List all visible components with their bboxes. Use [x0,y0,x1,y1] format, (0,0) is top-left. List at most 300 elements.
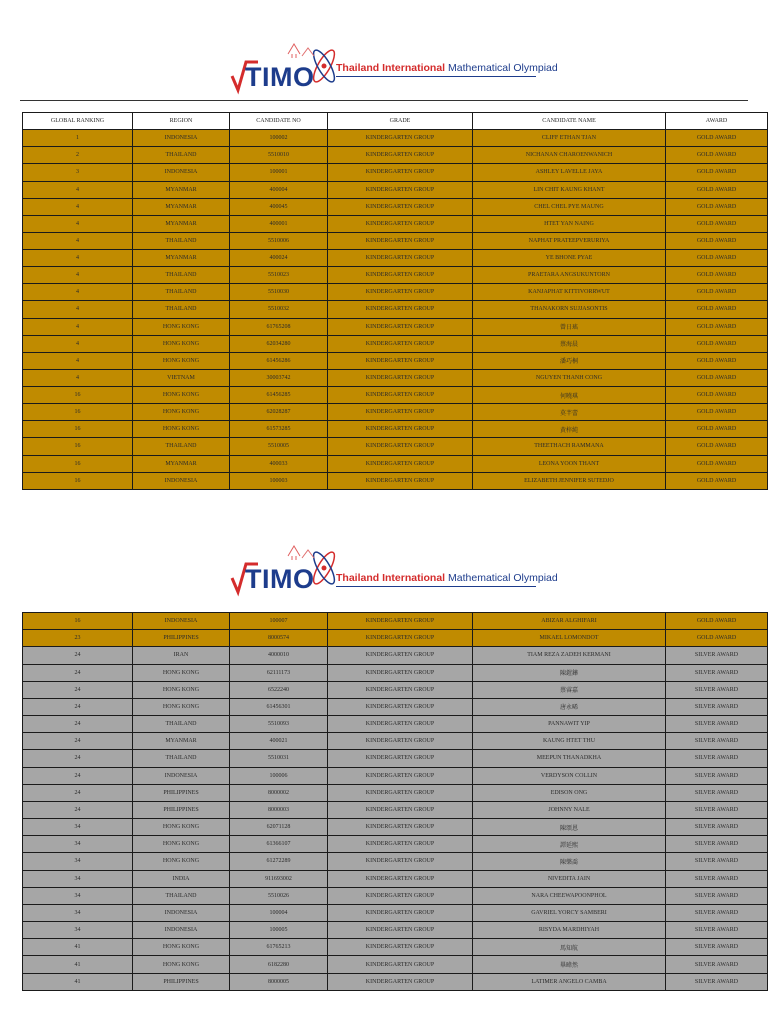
candidate-no-cell: 400021 [230,733,328,750]
table-row [23,698,768,715]
rank-cell: 34 [23,819,133,836]
candidate-no-cell: 6182280 [230,956,328,973]
award-cell: GOLD AWARD [666,198,768,215]
region-cell: INDONESIA [133,472,230,489]
table-row [23,181,768,198]
region-cell: HONG KONG [133,939,230,956]
award-cell: GOLD AWARD [666,438,768,455]
candidate-name-cell: LIN CHIT KAUNG KHANT [473,181,666,198]
table-row [23,973,768,990]
candidate-no-cell: 100005 [230,922,328,939]
rank-cell: 16 [23,387,133,404]
award-cell: GOLD AWARD [666,404,768,421]
candidate-name-cell: THANAKORN SUJJASONTIS [473,301,666,318]
table-row [23,164,768,181]
candidate-no-cell: 62071128 [230,819,328,836]
region-cell: PHILIPPINES [133,630,230,647]
table-row [23,472,768,489]
region-cell: HONG KONG [133,681,230,698]
grade-cell: KINDERGARTEN GROUP [328,664,473,681]
tagline-red: Thailand International [336,62,446,74]
grade-cell: KINDERGARTEN GROUP [328,801,473,818]
rank-cell: 16 [23,472,133,489]
table-row [23,455,768,472]
rank-cell: 24 [23,733,133,750]
candidate-name-cell: 陳樂喬 [473,853,666,870]
candidate-name-cell: NARA CHEEWAPOONPHOL [473,887,666,904]
rank-cell: 16 [23,404,133,421]
award-cell: SILVER AWARD [666,939,768,956]
region-cell: HONG KONG [133,698,230,715]
candidate-no-cell: 100003 [230,472,328,489]
region-cell: HONG KONG [133,421,230,438]
rank-cell: 34 [23,922,133,939]
award-cell: SILVER AWARD [666,853,768,870]
candidate-no-cell: 5510010 [230,147,328,164]
table-row [23,733,768,750]
candidate-name-cell: TIAM REZA ZADEH KERMANI [473,647,666,664]
rank-cell: 4 [23,352,133,369]
candidate-no-cell: 400004 [230,181,328,198]
award-cell: SILVER AWARD [666,922,768,939]
grade-cell: KINDERGARTEN GROUP [328,352,473,369]
grade-cell: KINDERGARTEN GROUP [328,613,473,630]
candidate-name-cell: 曾日瑤 [473,318,666,335]
table-row [23,887,768,904]
award-cell: SILVER AWARD [666,784,768,801]
grade-cell: KINDERGARTEN GROUP [328,301,473,318]
rank-cell: 2 [23,147,133,164]
grade-cell: KINDERGARTEN GROUP [328,922,473,939]
header-global-ranking: GLOBAL RANKING [23,113,133,130]
region-cell: THAILAND [133,887,230,904]
table-row [23,956,768,973]
candidate-no-cell: 62034280 [230,335,328,352]
rank-cell: 16 [23,438,133,455]
table-row [23,267,768,284]
candidate-name-cell: 潘巧桐 [473,352,666,369]
logo-tagline [336,572,558,584]
grade-cell: KINDERGARTEN GROUP [328,681,473,698]
award-cell: GOLD AWARD [666,181,768,198]
candidate-no-cell: 30003742 [230,369,328,386]
candidate-no-cell: 5510023 [230,267,328,284]
grade-cell: KINDERGARTEN GROUP [328,164,473,181]
grade-cell: KINDERGARTEN GROUP [328,284,473,301]
table-row [23,801,768,818]
candidate-no-cell: 911693002 [230,870,328,887]
grade-cell: KINDERGARTEN GROUP [328,472,473,489]
award-cell: GOLD AWARD [666,387,768,404]
rank-cell: 34 [23,904,133,921]
award-cell: SILVER AWARD [666,681,768,698]
candidate-name-cell: MEEPUN THANADKHA [473,750,666,767]
region-cell: INDONESIA [133,613,230,630]
grade-cell: KINDERGARTEN GROUP [328,698,473,715]
award-cell: GOLD AWARD [666,284,768,301]
table-row [23,750,768,767]
award-cell: GOLD AWARD [666,267,768,284]
rank-cell: 16 [23,455,133,472]
table-row [23,404,768,421]
candidate-no-cell: 5510005 [230,438,328,455]
candidate-name-cell: 莫芊蕾 [473,404,666,421]
region-cell: THAILAND [133,284,230,301]
grade-cell: KINDERGARTEN GROUP [328,956,473,973]
candidate-name-cell: LATIMER ANGELO CAMBA [473,973,666,990]
table-header-row [23,113,768,130]
award-cell: SILVER AWARD [666,956,768,973]
grade-cell: KINDERGARTEN GROUP [328,181,473,198]
table-row [23,232,768,249]
grade-cell: KINDERGARTEN GROUP [328,887,473,904]
grade-cell: KINDERGARTEN GROUP [328,438,473,455]
grade-cell: KINDERGARTEN GROUP [328,130,473,147]
rank-cell: 24 [23,767,133,784]
candidate-no-cell: 5510093 [230,716,328,733]
award-cell: GOLD AWARD [666,147,768,164]
logo-tagline [336,62,558,74]
table-row [23,904,768,921]
award-cell: SILVER AWARD [666,819,768,836]
table-row [23,250,768,267]
candidate-name-cell: NIVEDITA JAIN [473,870,666,887]
grade-cell: KINDERGARTEN GROUP [328,836,473,853]
table-row [23,819,768,836]
candidate-no-cell: 61456285 [230,387,328,404]
candidate-no-cell: 400045 [230,198,328,215]
table-row [23,681,768,698]
candidate-no-cell: 5510026 [230,887,328,904]
region-cell: HONG KONG [133,664,230,681]
rank-cell: 41 [23,939,133,956]
award-cell: SILVER AWARD [666,973,768,990]
candidate-no-cell: 8000574 [230,630,328,647]
table-row [23,301,768,318]
awards-table-1 [22,112,768,490]
table-row [23,198,768,215]
grade-cell: KINDERGARTEN GROUP [328,421,473,438]
rank-cell: 4 [23,181,133,198]
tagline-blue: Mathematical Olympiad [448,62,558,74]
region-cell: HONG KONG [133,819,230,836]
header-region: REGION [133,113,230,130]
region-cell: MYANMAR [133,733,230,750]
grade-cell: KINDERGARTEN GROUP [328,267,473,284]
candidate-no-cell: 8000002 [230,784,328,801]
rank-cell: 16 [23,613,133,630]
region-cell: THAILAND [133,716,230,733]
region-cell: PHILIPPINES [133,784,230,801]
table-row [23,784,768,801]
region-cell: MYANMAR [133,181,230,198]
rank-cell: 24 [23,681,133,698]
candidate-no-cell: 62111173 [230,664,328,681]
table-row [23,870,768,887]
region-cell: INDIA [133,870,230,887]
grade-cell: KINDERGARTEN GROUP [328,870,473,887]
header-candidate-no: CANDIDATE NO [230,113,328,130]
candidate-no-cell: 5510032 [230,301,328,318]
grade-cell: KINDERGARTEN GROUP [328,973,473,990]
grade-cell: KINDERGARTEN GROUP [328,318,473,335]
candidate-name-cell: NAPHAT PRATEEPVERURIYA [473,232,666,249]
award-cell: GOLD AWARD [666,369,768,386]
candidate-no-cell: 4000010 [230,647,328,664]
candidate-name-cell: 譚延熙 [473,836,666,853]
candidate-name-cell: GAVRIEL YORCY SAMBERI [473,904,666,921]
region-cell: THAILAND [133,147,230,164]
candidate-no-cell: 61272289 [230,853,328,870]
table-row [23,853,768,870]
region-cell: HONG KONG [133,404,230,421]
region-cell: INDONESIA [133,164,230,181]
grade-cell: KINDERGARTEN GROUP [328,630,473,647]
award-cell: SILVER AWARD [666,904,768,921]
award-cell: GOLD AWARD [666,215,768,232]
award-cell: SILVER AWARD [666,664,768,681]
region-cell: INDONESIA [133,922,230,939]
candidate-name-cell: KANJAPHAT KITTIVORRWUT [473,284,666,301]
table-row [23,613,768,630]
region-cell: MYANMAR [133,198,230,215]
region-cell: THAILAND [133,438,230,455]
candidate-no-cell: 61765208 [230,318,328,335]
region-cell: HONG KONG [133,352,230,369]
award-cell: GOLD AWARD [666,232,768,249]
tagline-underline [336,586,536,587]
candidate-name-cell: JOHNNY NALE [473,801,666,818]
candidate-no-cell: 8000003 [230,801,328,818]
candidate-name-cell: 陳頌恩 [473,819,666,836]
header-grade: GRADE [328,113,473,130]
region-cell: VIETNAM [133,369,230,386]
region-cell: MYANMAR [133,215,230,232]
region-cell: THAILAND [133,301,230,318]
award-cell: GOLD AWARD [666,472,768,489]
candidate-no-cell: 400024 [230,250,328,267]
table-row [23,147,768,164]
table-row [23,836,768,853]
award-cell: GOLD AWARD [666,164,768,181]
award-cell: GOLD AWARD [666,335,768,352]
candidate-name-cell: 蔡海晨 [473,335,666,352]
candidate-name-cell: MIKAEL LOMONDOT [473,630,666,647]
region-cell: HONG KONG [133,956,230,973]
award-cell: GOLD AWARD [666,613,768,630]
award-cell: SILVER AWARD [666,870,768,887]
rank-cell: 24 [23,784,133,801]
region-cell: PHILIPPINES [133,973,230,990]
candidate-name-cell: NICHANAN CHAROENWANICH [473,147,666,164]
header-divider [20,100,748,101]
candidate-name-cell: 陳鎧鏵 [473,664,666,681]
rank-cell: 4 [23,250,133,267]
candidate-no-cell: 61573285 [230,421,328,438]
award-cell: GOLD AWARD [666,318,768,335]
candidate-name-cell: VERDYSON COLLIN [473,767,666,784]
rank-cell: 34 [23,887,133,904]
candidate-no-cell: 400033 [230,455,328,472]
candidate-no-cell: 400001 [230,215,328,232]
region-cell: HONG KONG [133,853,230,870]
rank-cell: 24 [23,647,133,664]
table-row [23,939,768,956]
candidate-name-cell: 唐永晞 [473,698,666,715]
region-cell: HONG KONG [133,836,230,853]
candidate-name-cell: LEONA YOON THANT [473,455,666,472]
candidate-no-cell: 100001 [230,164,328,181]
rank-cell: 41 [23,956,133,973]
award-cell: GOLD AWARD [666,130,768,147]
candidate-name-cell: 何曉琪 [473,387,666,404]
award-cell: GOLD AWARD [666,301,768,318]
candidate-name-cell: EDISON ONG [473,784,666,801]
rank-cell: 34 [23,870,133,887]
rank-cell: 16 [23,421,133,438]
table-row [23,716,768,733]
grade-cell: KINDERGARTEN GROUP [328,232,473,249]
candidate-no-cell: 100004 [230,904,328,921]
table-row [23,438,768,455]
table-row [23,318,768,335]
tagline-underline [336,76,536,77]
award-cell: SILVER AWARD [666,647,768,664]
tagline-blue: Mathematical Olympiad [448,572,558,584]
candidate-name-cell: 馬知航 [473,939,666,956]
grade-cell: KINDERGARTEN GROUP [328,250,473,267]
candidate-no-cell: 5510006 [230,232,328,249]
award-cell: GOLD AWARD [666,352,768,369]
rank-cell: 4 [23,267,133,284]
award-cell: SILVER AWARD [666,716,768,733]
table-row [23,647,768,664]
candidate-no-cell: 6522240 [230,681,328,698]
grade-cell: KINDERGARTEN GROUP [328,369,473,386]
rank-cell: 24 [23,716,133,733]
header-award: AWARD [666,113,768,130]
rank-cell: 23 [23,630,133,647]
grade-cell: KINDERGARTEN GROUP [328,198,473,215]
candidate-no-cell: 100002 [230,130,328,147]
candidate-no-cell: 5510030 [230,284,328,301]
region-cell: THAILAND [133,267,230,284]
rank-cell: 24 [23,750,133,767]
region-cell: MYANMAR [133,250,230,267]
timo-logo-page-2 [0,542,768,612]
candidate-name-cell: NGUYEN THANH CONG [473,369,666,386]
table-row [23,630,768,647]
candidate-no-cell: 61456301 [230,698,328,715]
candidate-no-cell: 61456286 [230,352,328,369]
rank-cell: 4 [23,301,133,318]
candidate-name-cell: HTET YAN NAING [473,215,666,232]
candidate-name-cell: CHEL CHEL PYE MAUNG [473,198,666,215]
grade-cell: KINDERGARTEN GROUP [328,853,473,870]
region-cell: PHILIPPINES [133,801,230,818]
candidate-name-cell: 畢暐然 [473,956,666,973]
award-cell: SILVER AWARD [666,750,768,767]
candidate-no-cell: 61366107 [230,836,328,853]
grade-cell: KINDERGARTEN GROUP [328,147,473,164]
grade-cell: KINDERGARTEN GROUP [328,767,473,784]
rank-cell: 4 [23,335,133,352]
award-cell: GOLD AWARD [666,250,768,267]
rank-cell: 4 [23,232,133,249]
table-row [23,767,768,784]
rank-cell: 24 [23,801,133,818]
grade-cell: KINDERGARTEN GROUP [328,716,473,733]
award-cell: GOLD AWARD [666,455,768,472]
candidate-name-cell: YE BHONE PYAE [473,250,666,267]
rank-cell: 4 [23,215,133,232]
award-cell: GOLD AWARD [666,630,768,647]
grade-cell: KINDERGARTEN GROUP [328,819,473,836]
candidate-name-cell: CLIFF ETHAN TJAN [473,130,666,147]
candidate-name-cell: RISYDA MARDHIYAH [473,922,666,939]
table-row [23,352,768,369]
candidate-no-cell: 61765213 [230,939,328,956]
award-cell: SILVER AWARD [666,733,768,750]
region-cell: THAILAND [133,750,230,767]
rank-cell: 34 [23,853,133,870]
region-cell: HONG KONG [133,318,230,335]
table-row [23,369,768,386]
candidate-no-cell: 100007 [230,613,328,630]
table-row [23,215,768,232]
region-cell: INDONESIA [133,130,230,147]
region-cell: HONG KONG [133,335,230,352]
rank-cell: 41 [23,973,133,990]
candidate-name-cell: ABIZAR ALGHIFARI [473,613,666,630]
rank-cell: 24 [23,664,133,681]
rank-cell: 1 [23,130,133,147]
grade-cell: KINDERGARTEN GROUP [328,335,473,352]
award-cell: SILVER AWARD [666,801,768,818]
rank-cell: 4 [23,198,133,215]
table-row [23,284,768,301]
candidate-name-cell: PRAETARA ANGSUKUNTORN [473,267,666,284]
grade-cell: KINDERGARTEN GROUP [328,750,473,767]
table-row [23,922,768,939]
award-cell: SILVER AWARD [666,767,768,784]
rank-cell: 3 [23,164,133,181]
candidate-name-cell: 蔡睿嘉 [473,681,666,698]
candidate-no-cell: 8000005 [230,973,328,990]
region-cell: INDONESIA [133,904,230,921]
rank-cell: 34 [23,836,133,853]
table-row [23,421,768,438]
grade-cell: KINDERGARTEN GROUP [328,733,473,750]
region-cell: IRAN [133,647,230,664]
candidate-no-cell: 5510031 [230,750,328,767]
region-cell: THAILAND [133,232,230,249]
grade-cell: KINDERGARTEN GROUP [328,455,473,472]
awards-table-2 [22,612,768,991]
region-cell: INDONESIA [133,767,230,784]
award-cell: SILVER AWARD [666,836,768,853]
table-row [23,335,768,352]
grade-cell: KINDERGARTEN GROUP [328,215,473,232]
table-row [23,664,768,681]
rank-cell: 4 [23,318,133,335]
candidate-name-cell: 黄梓純 [473,421,666,438]
rank-cell: 24 [23,698,133,715]
timo-wordmark: TIMO [245,564,315,594]
award-cell: SILVER AWARD [666,887,768,904]
candidate-no-cell: 62028287 [230,404,328,421]
award-cell: GOLD AWARD [666,421,768,438]
